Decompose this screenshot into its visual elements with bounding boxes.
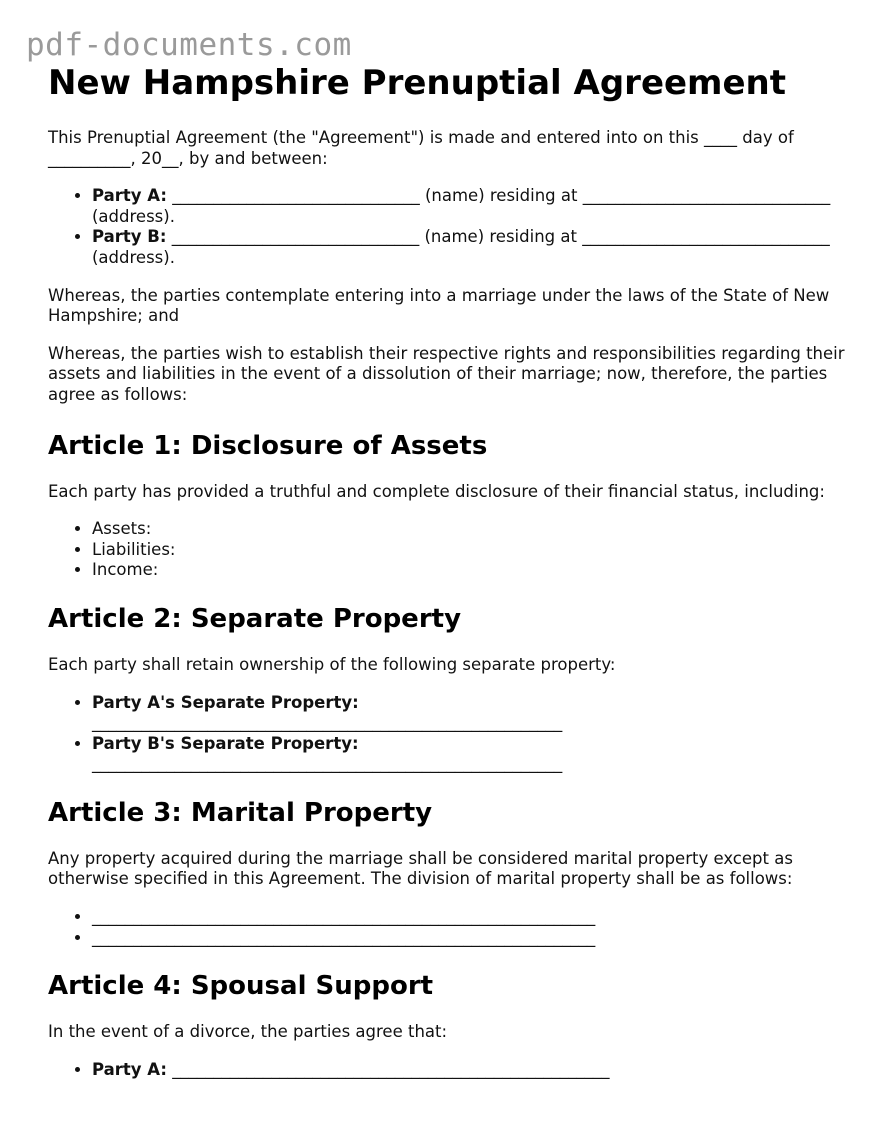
spousal-support-party-a-item bbox=[92, 1060, 848, 1081]
whereas-paragraph-2: Whereas, the parties wish to establish their respective rights and responsibilities regarding their assets and liabilities in the event of a dissolution of their marriage; now, therefore, the parties agree as follows: bbox=[48, 343, 845, 404]
parties-list bbox=[48, 186, 848, 268]
article-2-list bbox=[48, 693, 848, 775]
marital-property-blank-1: • _____________________________________________________________ bbox=[92, 907, 848, 928]
whereas-paragraph-1: Whereas, the parties contemplate entering into a marriage under the laws of the State of New Hampshire; and bbox=[48, 285, 830, 326]
spousal-support-party-a-blank: _____________________________________________________ bbox=[166, 1059, 610, 1079]
party-a-label: Party A: bbox=[92, 186, 167, 206]
document-page bbox=[48, 62, 848, 1080]
spousal-support-party-a-label: Party A: bbox=[92, 1059, 167, 1079]
marital-property-blank-2: • _____________________________________________________________ bbox=[92, 928, 848, 949]
list-item: • Assets: bbox=[92, 519, 848, 540]
party-b-separate-property-blank: _________________________________________________________ bbox=[92, 754, 563, 774]
article-3-heading: Article 3: Marital Property bbox=[48, 797, 433, 828]
watermark: pdf-documents.com bbox=[26, 27, 352, 63]
list-item: • Liabilities: bbox=[92, 540, 848, 561]
party-a-separate-property-blank: _________________________________________________________ bbox=[92, 713, 563, 733]
party-a-item bbox=[92, 186, 848, 227]
article-1-heading: Article 1: Disclosure of Assets bbox=[48, 430, 488, 461]
article-3-list bbox=[48, 907, 848, 948]
party-a-separate-property-item bbox=[92, 693, 848, 734]
party-a-details: ______________________________ (name) residing at ______________________________ (address). bbox=[92, 186, 831, 226]
article-4-text: In the event of a divorce, the parties agree that: bbox=[48, 1022, 448, 1042]
article-2-text: Each party shall retain ownership of the following separate property: bbox=[48, 654, 616, 674]
party-b-details: ______________________________ (name) residing at ______________________________ (address). bbox=[92, 227, 830, 267]
article-2-heading: Article 2: Separate Property bbox=[48, 603, 462, 634]
article-3-text: Any property acquired during the marriage shall be considered marital property except as otherwise specified in this Agreement. The division of marital property shall be as follows: bbox=[48, 848, 793, 889]
list-item: • Income: bbox=[92, 560, 848, 581]
article-1-text: Each party has provided a truthful and complete disclosure of their financial status, including: bbox=[48, 481, 825, 501]
party-b-item bbox=[92, 227, 848, 268]
party-b-separate-property-item bbox=[92, 734, 848, 775]
party-a-separate-property-label: Party A's Separate Property: bbox=[92, 692, 359, 712]
party-b-separate-property-label: Party B's Separate Property: bbox=[92, 733, 359, 753]
party-b-label: Party B: bbox=[92, 227, 167, 247]
intro-paragraph: This Prenuptial Agreement (the "Agreement") is made and entered into on this ____ day of __________, 20__, by and between: bbox=[48, 128, 794, 168]
document-title: New Hampshire Prenuptial Agreement bbox=[48, 63, 787, 103]
article-1-list bbox=[48, 519, 848, 581]
article-4-list bbox=[48, 1060, 848, 1081]
article-4-heading: Article 4: Spousal Support bbox=[48, 971, 434, 1002]
